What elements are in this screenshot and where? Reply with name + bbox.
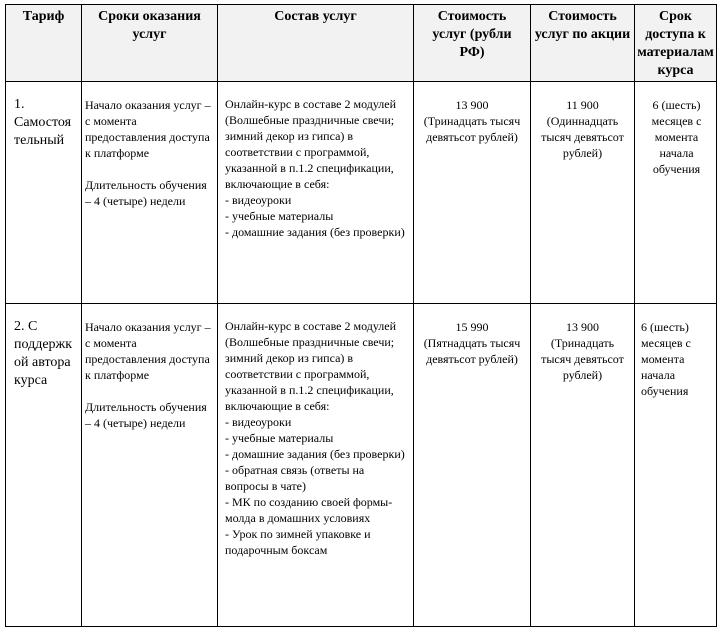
promo-price-cell: 11 900 (Одиннадцать тысяч девятьсот рублей) [531,82,635,304]
header-plan: Тариф [6,5,82,82]
schedule-cell: Начало оказания услуг – с момента предоставления доступа к платформе Длительность обучения – 4 (четыре) недели [82,304,218,627]
access-cell: 6 (шесть) месяцев с момента начала обучения [635,82,717,304]
table-row [6,82,717,304]
table-row [6,304,717,627]
access-cell: 6 (шесть) месяцев с момента начала обучения [635,304,717,627]
tariff-table [5,4,717,627]
services-cell: Онлайн-курс в составе 2 модулей (Волшебные праздничные свечи; зимний декор из гипса) в соответствии с программой, указанной в п.1.2 спецификации, включающие в себя: - видеоуроки - учебные материалы - домашние задания (без проверки) [218,82,414,304]
price-cell: 13 900 (Тринадцать тысяч девятьсот рублей) [414,82,531,304]
header-row [6,5,717,82]
promo-price-cell: 13 900 (Тринадцать тысяч девятьсот рублей) [531,304,635,627]
header-promo-price: Стоимость услуг по акции [531,5,635,82]
schedule-cell: Начало оказания услуг – с момента предоставления доступа к платформе Длительность обучения – 4 (четыре) недели [82,82,218,304]
header-schedule: Сроки оказания услуг [82,5,218,82]
header-services: Состав услуг [218,5,414,82]
header-access: Срок доступа к материалам курса [635,5,717,82]
plan-cell: 1. Самостоя тельный [6,82,82,304]
plan-cell: 2. С поддержк ой автора курса [6,304,82,627]
header-price: Стоимость услуг (рубли РФ) [414,5,531,82]
services-cell: Онлайн-курс в составе 2 модулей (Волшебные праздничные свечи; зимний декор из гипса) в соответствии с программой, указанной в п.1.2 спецификации, включающие в себя: - видеоуроки - учебные материалы - домашние задания (без проверки) - обратная связь (ответы на вопросы в чате) - МК по созданию своей формы-молда в домашних условиях - Урок по зимней упаковке и подарочным боксам [218,304,414,627]
price-cell: 15 990 (Пятнадцать тысяч девятьсот рублей) [414,304,531,627]
